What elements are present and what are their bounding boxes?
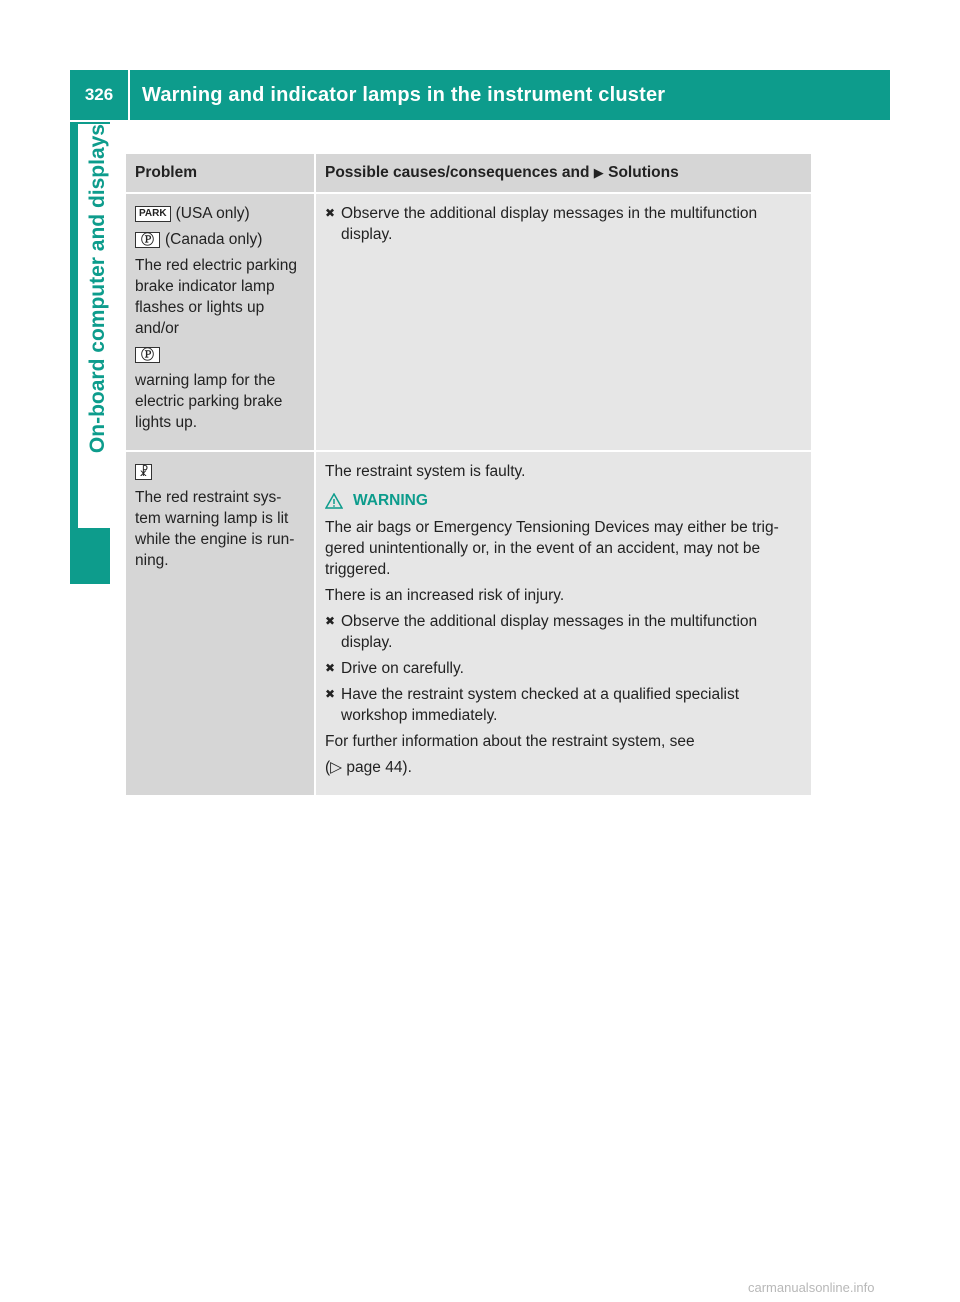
solution-arrow-icon: ▶ xyxy=(593,165,604,180)
step-arrow-icon: ✖ xyxy=(325,661,336,675)
table-row xyxy=(126,452,811,797)
solution-cell xyxy=(316,194,811,452)
page-header xyxy=(70,70,890,120)
solution-step: Observe the additional display messages in the multifunction display. xyxy=(341,613,758,651)
step-arrow-icon: ✖ xyxy=(325,206,336,220)
problem-description: The red restraint sys- tem warning lamp is lit while the engine is run- ning. xyxy=(135,489,295,569)
side-tab-label: On-board computer and displays xyxy=(86,124,109,454)
restraint-system-lamp-icon: ☧ xyxy=(135,464,152,480)
warning-heading xyxy=(325,490,802,511)
warning-label: WARNING xyxy=(353,492,428,509)
page-title: Warning and indicator lamps in the instrument cluster xyxy=(142,83,666,106)
usa-only-label: (USA only) xyxy=(175,205,250,222)
problem-description-continued: warning lamp for the electric parking brake lights up. xyxy=(135,372,283,431)
table-row xyxy=(126,194,811,452)
solution-step: Have the restraint system checked at a qualified specialist workshop immediately. xyxy=(341,686,740,724)
canada-only-label: (Canada only) xyxy=(165,231,263,248)
solution-cell: The restraint system is faulty. WARNING The air bags or Emergency Tensioning Devices may either be trig- gered unintentionally or, in the event of an accident, may not be triggered. There is an increased risk of injury. ✖ Observe the additional display messages in the multifunction display. ✖ Drive on carefully. ✖ Have the restraint system checked at a qualified specialist workshop immediately. For further information about the restraint system, see (▷ page 44). xyxy=(316,452,811,797)
column-header-solutions-suffix: Solutions xyxy=(608,164,679,181)
solution-step: Observe the additional display messages in the multifunction display. xyxy=(341,205,758,243)
problem-description: The red electric parking brake indicator lamp flashes or lights up and/or xyxy=(135,257,297,337)
page-number: 326 xyxy=(70,70,130,120)
column-header-solutions-prefix: Possible causes/consequences and xyxy=(325,164,590,181)
parking-brake-lamp-icon: Ⓟ xyxy=(135,232,160,248)
cause-text: The restraint system is faulty. xyxy=(325,463,526,480)
problem-cell xyxy=(126,194,316,452)
warning-triangle-icon xyxy=(325,493,343,509)
step-arrow-icon: ✖ xyxy=(325,687,336,701)
parking-brake-warning-lamp-icon: Ⓟ xyxy=(135,347,160,363)
page-reference-icon: ▷ xyxy=(330,759,343,776)
further-info-text: For further information about the restraint system, see xyxy=(325,733,695,750)
risk-text: There is an increased risk of injury. xyxy=(325,587,565,604)
park-lamp-icon: PARK xyxy=(135,206,171,222)
warning-text: The air bags or Emergency Tensioning Devices may either be trig- gered unintentionally or, in the event of an accident, may not be triggered. xyxy=(325,519,779,578)
column-header-problem: Problem xyxy=(126,154,316,194)
page-reference-link[interactable]: page 44). xyxy=(346,759,412,776)
column-header-solutions xyxy=(316,154,811,194)
step-arrow-icon: ✖ xyxy=(325,614,336,628)
watermark: carmanualsonline.info xyxy=(748,1280,875,1295)
warning-lamps-table xyxy=(126,154,811,797)
solution-step: Drive on carefully. xyxy=(341,660,464,677)
problem-cell xyxy=(126,452,316,797)
